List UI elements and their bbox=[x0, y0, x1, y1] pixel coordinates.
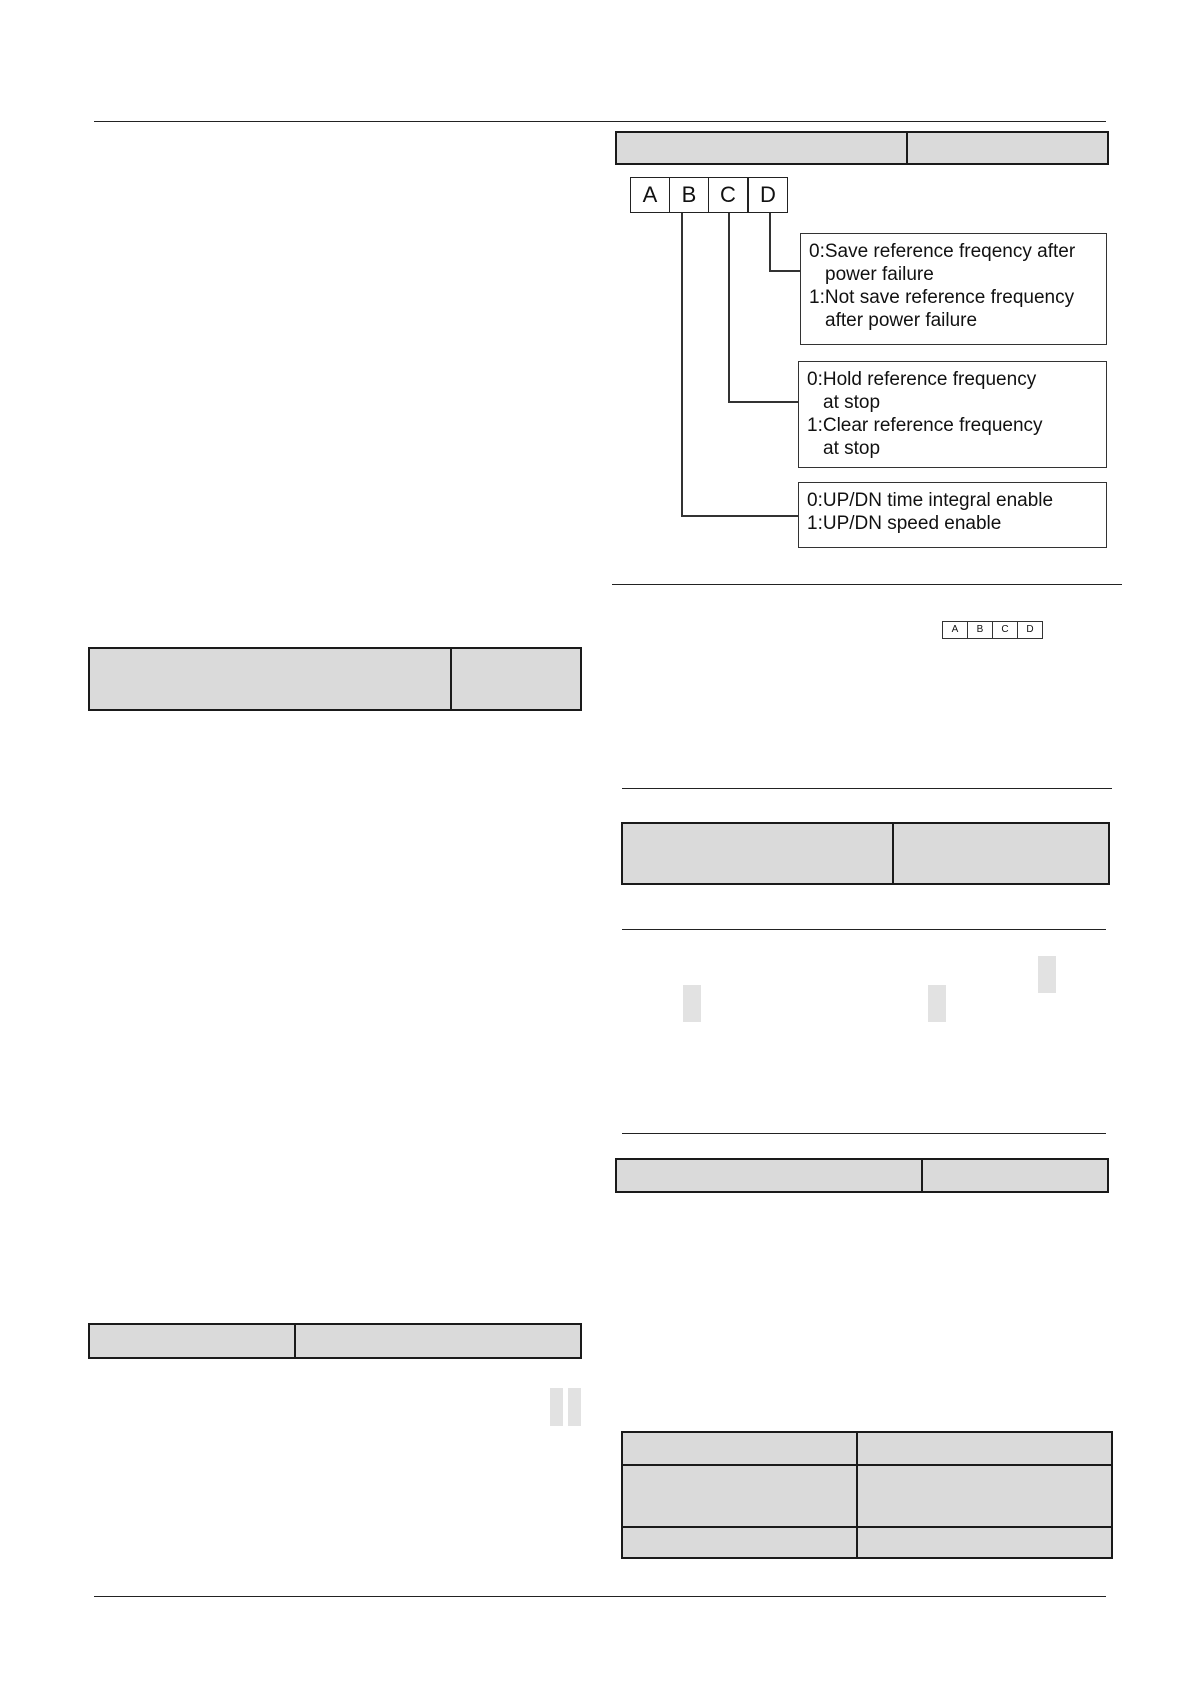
connector-c bbox=[728, 401, 798, 403]
digit-c: C bbox=[708, 177, 748, 213]
highlight-mark bbox=[1038, 956, 1056, 993]
digit-c-line: 1:Clear reference frequency bbox=[807, 415, 1043, 436]
connector-c bbox=[728, 213, 730, 403]
connector-d bbox=[769, 270, 800, 272]
digit-c-line: at stop bbox=[823, 438, 881, 459]
connector-d bbox=[769, 213, 771, 272]
digit-d-line: 1:Not save reference frequency bbox=[809, 287, 1075, 308]
section-rule bbox=[612, 584, 1122, 585]
section-rule bbox=[622, 788, 1112, 789]
table-cell bbox=[856, 1464, 1113, 1528]
table-cell bbox=[450, 647, 582, 711]
digit-c-line: at stop bbox=[823, 392, 881, 413]
connector-b bbox=[681, 213, 683, 517]
digit-a: A bbox=[630, 177, 670, 213]
mini-digit-b: B bbox=[967, 621, 993, 639]
table-cell bbox=[88, 647, 452, 711]
table-cell bbox=[621, 822, 894, 885]
table-cell bbox=[88, 1323, 296, 1359]
table-cell bbox=[892, 822, 1110, 885]
digit-b-description bbox=[798, 482, 1107, 548]
footer-rule bbox=[94, 1596, 1106, 1597]
digit-d-line: 0:Save reference freqency after bbox=[809, 241, 1076, 262]
table-cell bbox=[294, 1323, 582, 1359]
table-cell bbox=[615, 131, 908, 165]
digit-b-line: 1:UP/DN speed enable bbox=[807, 513, 1002, 534]
highlight-mark bbox=[683, 985, 701, 1022]
header-rule bbox=[94, 121, 1106, 122]
digit-c-description bbox=[798, 361, 1107, 468]
digit-d-description bbox=[800, 233, 1107, 345]
table-cell bbox=[906, 131, 1109, 165]
digit-b: B bbox=[669, 177, 709, 213]
highlight-mark bbox=[928, 985, 946, 1022]
digit-b-line: 0:UP/DN time integral enable bbox=[807, 490, 1054, 511]
highlight-mark bbox=[550, 1388, 563, 1426]
table-cell bbox=[856, 1431, 1113, 1466]
table-cell bbox=[856, 1526, 1113, 1559]
table-cell bbox=[921, 1158, 1109, 1193]
table-cell bbox=[615, 1158, 923, 1193]
mini-digit-a: A bbox=[942, 621, 968, 639]
digit-d-line: after power failure bbox=[825, 310, 978, 331]
section-rule bbox=[622, 929, 1106, 930]
section-rule bbox=[622, 1133, 1106, 1134]
digit-c-line: 0:Hold reference frequency bbox=[807, 369, 1037, 390]
table-cell bbox=[621, 1464, 858, 1528]
digit-d: D bbox=[748, 177, 788, 213]
digit-d-line: power failure bbox=[825, 264, 934, 285]
table-cell bbox=[621, 1431, 858, 1466]
table-cell bbox=[621, 1526, 858, 1559]
highlight-mark bbox=[568, 1388, 581, 1426]
connector-b bbox=[681, 515, 798, 517]
mini-digit-c: C bbox=[992, 621, 1018, 639]
mini-digit-d: D bbox=[1017, 621, 1043, 639]
